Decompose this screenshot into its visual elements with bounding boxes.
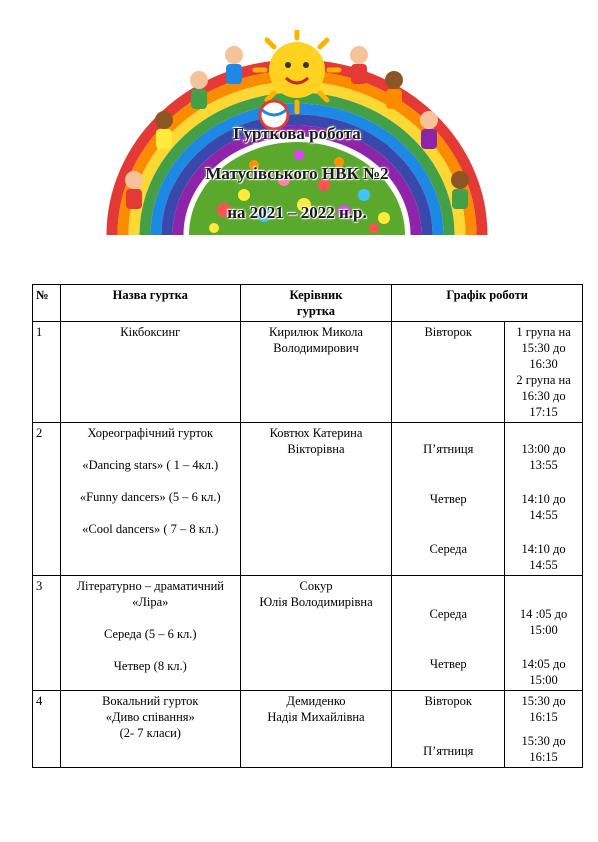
time-slot: 14 :05 до 15:00 bbox=[519, 607, 568, 637]
time-slot: 14:05 до 15:00 bbox=[521, 657, 566, 687]
leader-line2: Вікторівна bbox=[287, 442, 345, 456]
leader-line2: Юлія Володимирівна bbox=[259, 595, 373, 609]
club-leader bbox=[240, 423, 392, 576]
day-label: Четвер bbox=[429, 657, 467, 671]
schedule-time bbox=[505, 423, 583, 576]
header-leader-line1: Керівник bbox=[289, 288, 343, 302]
row-num: 1 bbox=[33, 322, 61, 423]
club-name-line: Хореографічний гурток bbox=[87, 426, 214, 440]
club-subgroup: «Cool dancers» ( 7 – 8 кл.) bbox=[82, 522, 219, 536]
club-name-line: Літературно – драматичний «Ліра» bbox=[76, 579, 224, 609]
time-slot: 1 група на 15:30 до 16:30 bbox=[516, 325, 571, 371]
schedule-day: Вівторок bbox=[392, 322, 505, 423]
leader-line1: Кирилюк Микола bbox=[269, 325, 363, 339]
club-subgroup: Середа (5 – 6 кл.) bbox=[103, 627, 197, 641]
time-slot: 14:10 до 14:55 bbox=[521, 492, 566, 522]
day-label: П’ятниця bbox=[423, 442, 474, 456]
row-num: 4 bbox=[33, 691, 61, 768]
header-title-line2: Матусівського НВК №2 bbox=[205, 164, 389, 183]
leader-line1: Ковтюх Катерина bbox=[269, 426, 363, 440]
club-name bbox=[60, 691, 240, 768]
time-slot: 15:30 до 16:15 bbox=[521, 734, 566, 764]
time-slot: 14:10 до 14:55 bbox=[521, 542, 566, 572]
club-leader bbox=[240, 322, 392, 423]
schedule-time bbox=[505, 691, 583, 768]
club-name-line: Вокальний гурток bbox=[102, 694, 199, 708]
time-slot: 13:00 до 13:55 bbox=[521, 442, 566, 472]
header-leader-line2: гуртка bbox=[296, 304, 336, 318]
club-subgroup: «Dancing stars» ( 1 – 4кл.) bbox=[82, 458, 219, 472]
day-label: Вівторок bbox=[424, 694, 472, 708]
time-slot: 15:30 до 16:15 bbox=[521, 694, 566, 724]
club-name bbox=[60, 576, 240, 691]
table-row bbox=[33, 691, 583, 768]
row-num: 3 bbox=[33, 576, 61, 691]
leader-line1: Сокур bbox=[299, 579, 333, 593]
day-label: Середа bbox=[429, 607, 468, 621]
clubs-table bbox=[32, 284, 583, 768]
time-slot: 2 група на 16:30 до 17:15 bbox=[516, 373, 571, 419]
table-row bbox=[33, 576, 583, 691]
schedule-time bbox=[505, 322, 583, 423]
leader-line1: Демиденко bbox=[286, 694, 346, 708]
header-title-line3: на 2021 – 2022 н.р. bbox=[227, 203, 367, 222]
club-leader bbox=[240, 691, 392, 768]
header-num: № bbox=[33, 285, 61, 322]
club-name-line: (2- 7 класи) bbox=[119, 726, 181, 740]
club-subgroup: Четвер (8 кл.) bbox=[113, 659, 187, 673]
table-row bbox=[33, 423, 583, 576]
club-name-line: «Диво співання» bbox=[105, 710, 195, 724]
header-name: Назва гуртка bbox=[60, 285, 240, 322]
club-subgroup: «Funny dancers» (5 – 6 кл.) bbox=[79, 490, 221, 504]
table-header-row bbox=[33, 285, 583, 322]
header-title-line1: Гурткова робота bbox=[233, 124, 361, 143]
schedule-day bbox=[392, 423, 505, 576]
day-label: П’ятниця bbox=[423, 744, 474, 758]
leader-line2: Володимирович bbox=[273, 341, 359, 355]
header-leader bbox=[240, 285, 392, 322]
day-label: Четвер bbox=[429, 492, 467, 506]
table-row bbox=[33, 322, 583, 423]
club-name bbox=[60, 423, 240, 576]
club-name: Кікбоксинг bbox=[60, 322, 240, 423]
schedule-day bbox=[392, 576, 505, 691]
schedule-day bbox=[392, 691, 505, 768]
day-label: Середа bbox=[429, 542, 468, 556]
row-num: 2 bbox=[33, 423, 61, 576]
club-leader bbox=[240, 576, 392, 691]
schedule-time bbox=[505, 576, 583, 691]
leader-line2: Надія Михайлівна bbox=[267, 710, 365, 724]
header-schedule: Графік роботи bbox=[392, 285, 583, 322]
